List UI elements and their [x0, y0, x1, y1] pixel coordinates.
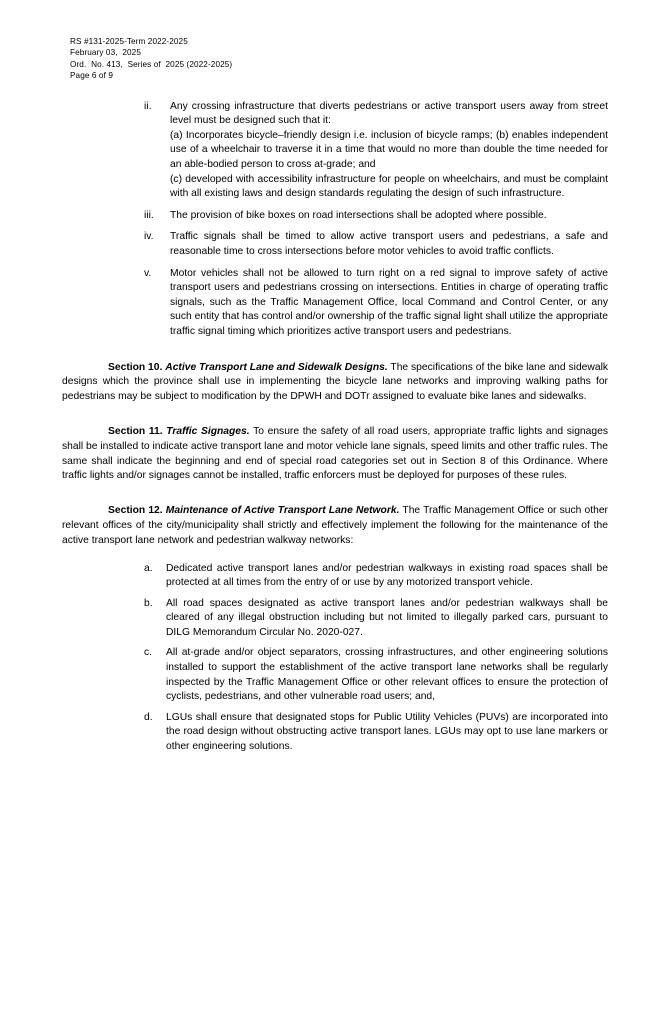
list-paragraph: LGUs shall ensure that designated stops for Public Utility Vehicles (PUVs) are incorporated into the road design without obstructing active transport lanes. LGUs may opt to use lane markers or other engineering solutions. — [166, 711, 608, 753]
list-content — [166, 562, 608, 591]
list-content — [166, 711, 608, 755]
list-paragraph: Dedicated active transport lanes and/or pedestrian walkways in existing road spaces shall be protected at all times from the entry of or use by any motorized transport vehicle. — [166, 562, 608, 589]
list-paragraph: Traffic signals shall be timed to allow active transport users and pedestrians, a safe and reasonable time to cross intersections before motor vehicles to avoid traffic conflicts. — [170, 231, 608, 257]
section-11-body: To ensure the safety of all road users, appropriate traffic lights and signages shall be installed to indicate active transport lane and motor vehicle lane signals, speed limits and other traffic rules. The same shall indicate the beginning and end of special road categories set out in Section 8 of this Ordinance. Where traffic lights and/or signages cannot be installed, traffic enforcers must be deployed for purposes of these rules. — [62, 425, 608, 482]
list-paragraph: All at-grade and/or object separators, crossing infrastructures, and other engineering solutions installed to support the establishment of the active transport lane networks shall be regularly inspected by the Traffic Management Office or other relevant offices to ensure the protection of cyclists, pedestrians, and other vulnerable road users; and, — [166, 647, 608, 703]
section-11-title: Traffic Signages. — [166, 425, 250, 437]
list-paragraph: Any crossing infrastructure that diverts pedestrians or active transport users away from street level must be designed such that it: — [170, 100, 608, 127]
page-header — [70, 36, 608, 82]
header-reference-line: RS #131-2025-Term 2022-2025 — [70, 37, 188, 46]
section-10-body: The specifications of the bike lane and sidewalk designs which the province shall use in implementing the bicycle lane networks and improving walking paths for pedestrians may be subject to modification by the DPWH and DOTr assigned to evaluate bike lanes and sidewalks. — [62, 361, 608, 403]
list-item — [138, 230, 608, 259]
list-item — [138, 267, 608, 340]
section-12-body: The Traffic Management Office or such other relevant offices of the city/municipality shall strictly and effectively implement the following for the maintenance of the active transport lane network and pedestrian walkway networks: — [62, 505, 608, 546]
header-ordinance-line: Ord. No. 413, Series of 2025 (2022-2025) — [70, 59, 233, 69]
list-marker: ii. — [144, 100, 152, 112]
list-marker: a. — [144, 562, 153, 574]
section-12-number: Section 12. — [108, 505, 163, 517]
list-content — [170, 100, 608, 202]
list-item — [138, 597, 608, 641]
list-paragraph: (a) Incorporates bicycle–friendly design i.e. inclusion of bicycle ramps; (b) enables independent use of a wheelchair to traverse it in a time that would no more than double the time needed for an able-bodied person to cross at-grade; and — [170, 129, 608, 170]
list-marker: b. — [144, 597, 153, 609]
list-paragraph: (c) developed with accessibility infrastructure for people on wheelchairs, and must be complaint with all existing laws and design standards regulating the design of such infrastructure. — [170, 173, 608, 200]
roman-numeral-list — [138, 100, 608, 340]
list-paragraph: Motor vehicles shall not be allowed to turn right on a red signal to improve safety of active transport users and pedestrians crossing on intersections. Entities in charge of operating traffic signals, such as the Traffic Management Office, local Command and Control Center, or any such entity that has control and/or ownership of the traffic signal light shall utilize the appropriate traffic signal timing which prioritizes active transport users and pedestrians. — [170, 267, 608, 337]
list-marker: iii. — [144, 209, 154, 221]
list-content — [166, 646, 608, 704]
section-11-paragraph — [62, 425, 608, 484]
list-content — [166, 597, 608, 641]
list-marker: c. — [144, 647, 153, 659]
header-date-line: February 03, 2025 — [70, 48, 141, 58]
list-content — [170, 230, 608, 259]
lettered-list — [138, 562, 608, 755]
list-item — [138, 209, 608, 224]
section-12-paragraph — [62, 504, 608, 548]
section-10-title: Active Transport Lane and Sidewalk Designs. — [165, 361, 388, 373]
list-item — [138, 646, 608, 704]
list-paragraph: All road spaces designated as active transport lanes and/or pedestrian walkways shall be cleared of any illegal obstruction including but not limited to illegally parked cars, pursuant to DILG Memorandum Circular No. 2020-027. — [166, 597, 608, 638]
list-item — [138, 562, 608, 591]
list-paragraph: The provision of bike boxes on road intersections shall be adopted where possible. — [170, 209, 547, 221]
list-content — [170, 209, 608, 224]
list-item — [138, 100, 608, 202]
section-10-number: Section 10. — [108, 361, 163, 373]
list-item — [138, 711, 608, 755]
list-marker: v. — [144, 267, 152, 279]
list-marker: iv. — [144, 231, 154, 243]
section-11-number: Section 11. — [108, 425, 163, 437]
section-12-title: Maintenance of Active Transport Lane Network. — [165, 505, 400, 517]
header-page-number: Page 6 of 9 — [70, 71, 113, 81]
list-content — [170, 267, 608, 340]
section-10-paragraph — [62, 361, 608, 405]
list-marker: d. — [144, 711, 153, 723]
